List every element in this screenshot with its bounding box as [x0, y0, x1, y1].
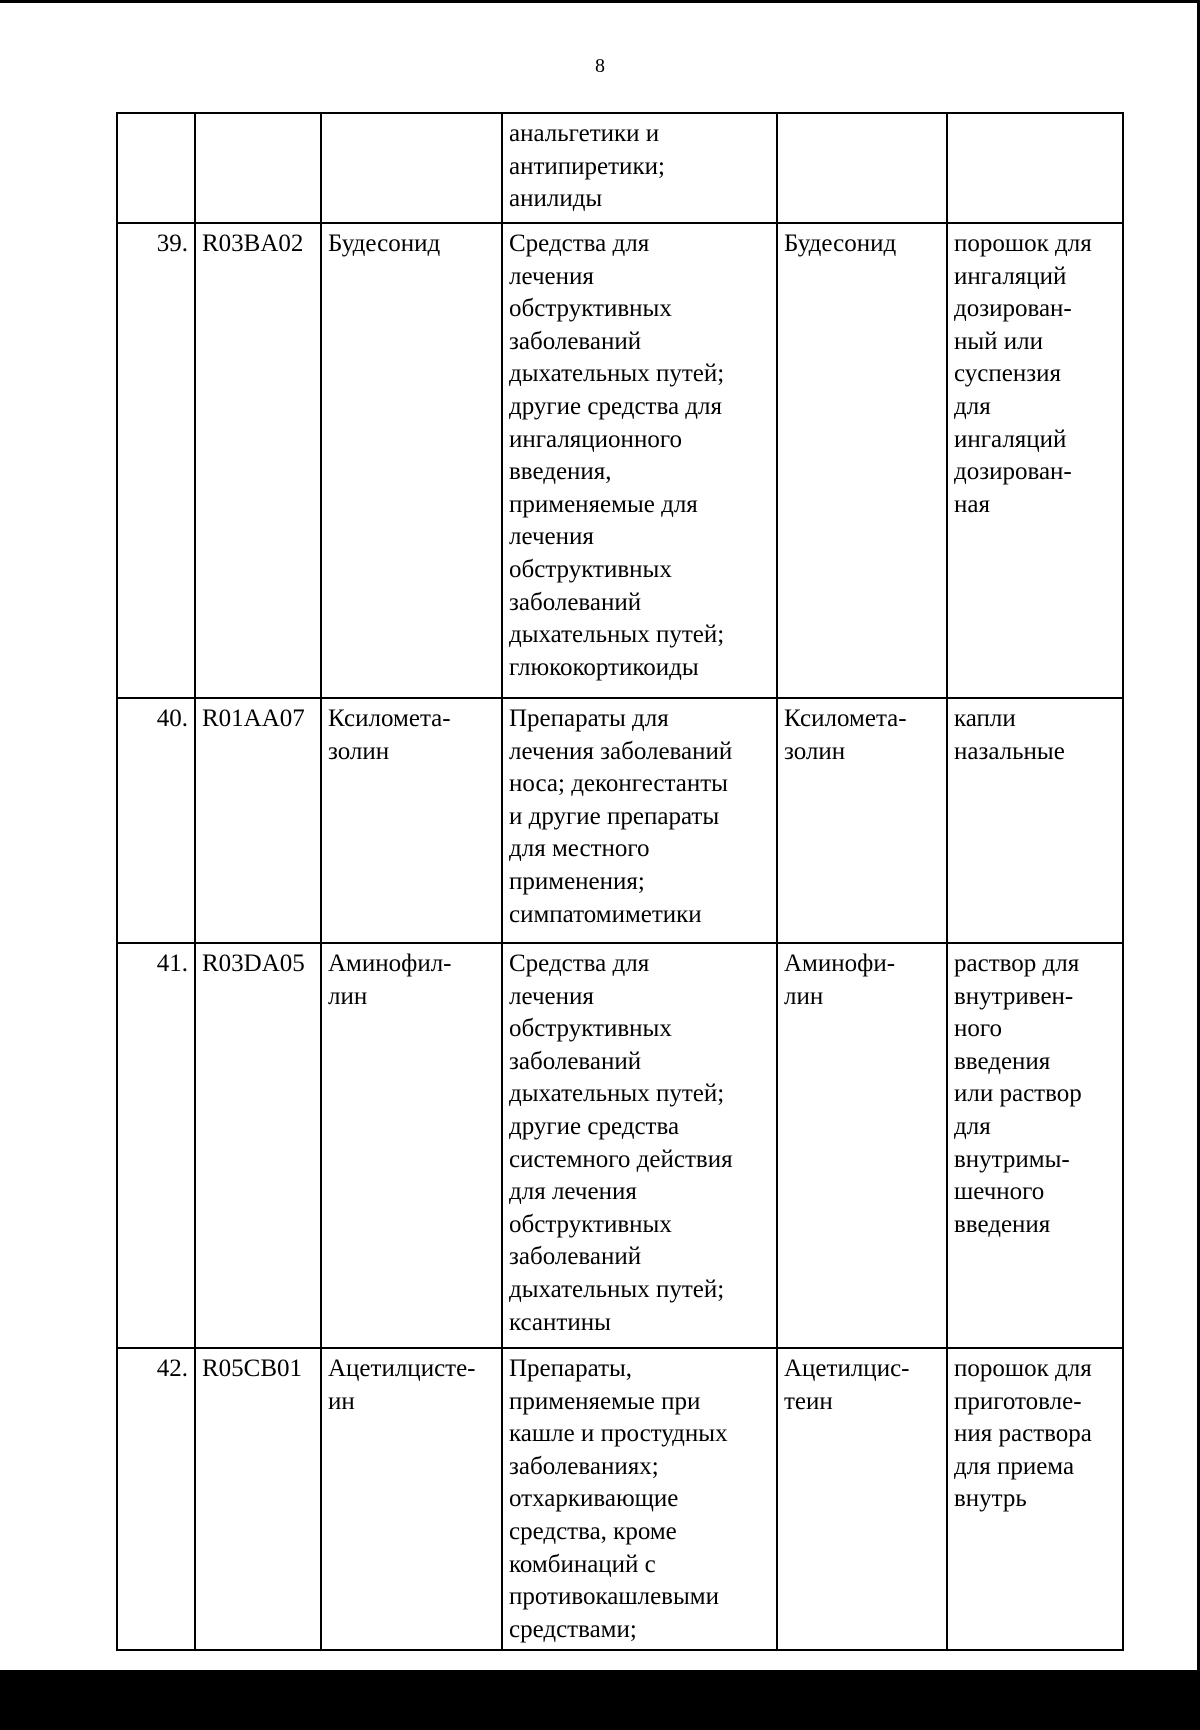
- cell-text-line: обструктивных: [509, 295, 672, 323]
- drug-name-cell: [321, 1348, 502, 1650]
- cell-text-line: ксантины: [509, 1308, 611, 1336]
- cell-text-line: глюкокортикоиды: [509, 653, 699, 681]
- cell-text-line: дозирован-: [954, 458, 1072, 486]
- cell-text-line: ингаляций: [954, 262, 1067, 290]
- dosage-form-cell: [947, 113, 1123, 223]
- cell-text-line: обструктивных: [509, 1015, 672, 1043]
- cell-text-line: для: [954, 1112, 991, 1140]
- cell-text-line: применяемые при: [509, 1387, 701, 1415]
- cell-text-line: Будесонид: [328, 230, 441, 257]
- cell-text-line: внутримы-: [954, 1145, 1070, 1173]
- cell-text-line: лечения: [509, 523, 594, 551]
- page-top-border: [0, 0, 1200, 3]
- drug-name-cell: [321, 113, 502, 223]
- cell-text-line: симпатомиметики: [509, 900, 702, 928]
- cell-text-line: Будесонид: [784, 230, 897, 257]
- dosage-form-cell: [947, 943, 1123, 1348]
- cell-text-line: Ацетилцис-: [784, 1355, 910, 1382]
- cell-text-line: противокашлевыми: [509, 1583, 719, 1611]
- row-number-cell: [117, 113, 195, 223]
- atc-code-cell: [195, 113, 321, 223]
- atc-code-cell: R05CB01: [195, 1348, 321, 1650]
- cell-text-line: кашле и простудных: [509, 1420, 728, 1448]
- cell-text-line: Препараты,: [509, 1355, 633, 1382]
- pharmacological-group-cell: [502, 943, 777, 1348]
- cell-text-line: для лечения: [509, 1178, 637, 1206]
- cell-text-line: капли: [954, 705, 1016, 732]
- inn-cell: [777, 698, 947, 943]
- cell-text-line: раствор для: [954, 950, 1080, 977]
- cell-text-line: для местного: [509, 835, 650, 863]
- cell-text-line: порошок для: [954, 1355, 1092, 1382]
- cell-text-line: Ксиломета-: [784, 705, 907, 732]
- table-row: [117, 113, 1123, 223]
- dosage-form-cell: [947, 1348, 1123, 1650]
- cell-text-line: введения: [954, 1047, 1051, 1075]
- cell-text-line: заболеваний: [509, 327, 642, 355]
- cell-text-line: приготовле-: [954, 1387, 1082, 1415]
- inn-cell: [777, 943, 947, 1348]
- cell-text-line: золин: [784, 737, 846, 765]
- cell-text-line: ингаляционного: [509, 425, 682, 453]
- cell-text-line: ная: [954, 490, 990, 518]
- drug-name-cell: [321, 223, 502, 698]
- cell-text-line: для: [954, 392, 991, 420]
- cell-text-line: другие средства: [509, 1112, 680, 1140]
- cell-text-line: дыхательных путей;: [509, 1080, 725, 1108]
- table-row: [117, 223, 1123, 698]
- cell-text-line: дыхательных путей;: [509, 1275, 725, 1303]
- table-row: [117, 1348, 1123, 1650]
- cell-text-line: лин: [328, 982, 368, 1010]
- cell-text-line: антипиретики;: [509, 152, 665, 180]
- cell-text-line: заболеваний: [509, 588, 642, 616]
- inn-cell: [777, 1348, 947, 1650]
- row-number-cell: 41.: [117, 943, 195, 1348]
- cell-text-line: ния раствора: [954, 1420, 1092, 1448]
- pharmacological-group-cell: [502, 113, 777, 223]
- drug-table: [116, 112, 1124, 1651]
- row-number-cell: 40.: [117, 698, 195, 943]
- cell-text-line: или раствор: [954, 1080, 1082, 1108]
- cell-text-line: Аминофи-: [784, 950, 896, 977]
- dosage-form-cell: [947, 698, 1123, 943]
- table-row: [117, 943, 1123, 1348]
- cell-text-line: внутрь: [954, 1485, 1027, 1513]
- cell-text-line: Аминофил-: [328, 950, 452, 977]
- cell-text-line: лин: [784, 982, 824, 1010]
- cell-text-line: золин: [328, 737, 390, 765]
- cell-text-line: дыхательных путей;: [509, 360, 725, 388]
- cell-text-line: Средства для: [509, 230, 650, 257]
- drug-name-cell: [321, 698, 502, 943]
- cell-text-line: дыхательных путей;: [509, 621, 725, 649]
- cell-text-line: обструктивных: [509, 555, 672, 583]
- cell-text-line: ного: [954, 1015, 1003, 1043]
- cell-text-line: Ацетилцисте-: [328, 1355, 476, 1382]
- atc-code-cell: R03BA02: [195, 223, 321, 698]
- cell-text-line: применения;: [509, 867, 645, 895]
- row-number-cell: 42.: [117, 1348, 195, 1650]
- cell-text-line: Препараты для: [509, 705, 669, 732]
- cell-text-line: средства, кроме: [509, 1517, 677, 1545]
- cell-text-line: лечения заболеваний: [509, 737, 733, 765]
- cell-text-line: введения: [954, 1210, 1051, 1238]
- cell-text-line: порошок для: [954, 230, 1092, 257]
- cell-text-line: комбинаций с: [509, 1550, 656, 1578]
- cell-text-line: заболеваниях;: [509, 1452, 659, 1480]
- cell-text-line: теин: [784, 1387, 833, 1415]
- cell-text-line: заболеваний: [509, 1243, 642, 1271]
- inn-cell: [777, 113, 947, 223]
- cell-text-line: ин: [328, 1387, 355, 1415]
- pharmacological-group-cell: [502, 1348, 777, 1650]
- cell-text-line: суспензия: [954, 360, 1061, 388]
- cell-text-line: и другие препараты: [509, 802, 720, 830]
- pharmacological-group-cell: [502, 698, 777, 943]
- row-number-cell: 39.: [117, 223, 195, 698]
- cell-text-line: носа; деконгестанты: [509, 770, 728, 798]
- drug-name-cell: [321, 943, 502, 1348]
- cell-text-line: шечного: [954, 1178, 1045, 1206]
- cell-text-line: внутривен-: [954, 982, 1074, 1010]
- cell-text-line: введения,: [509, 458, 612, 486]
- atc-code-cell: R03DA05: [195, 943, 321, 1348]
- cell-text-line: применяемые для: [509, 490, 698, 518]
- cell-text-line: анальгетики и: [509, 120, 660, 147]
- drug-table-body: [117, 113, 1123, 1650]
- cell-text-line: Средства для: [509, 950, 650, 977]
- cell-text-line: отхаркивающие: [509, 1485, 679, 1513]
- pharmacological-group-cell: [502, 223, 777, 698]
- cell-text-line: средствами;: [509, 1615, 637, 1643]
- cell-text-line: другие средства для: [509, 392, 722, 420]
- table-row: [117, 698, 1123, 943]
- scan-bottom-band: [0, 1670, 1200, 1730]
- cell-text-line: обструктивных: [509, 1210, 672, 1238]
- cell-text-line: ингаляций: [954, 425, 1067, 453]
- cell-text-line: назальные: [954, 737, 1065, 765]
- cell-text-line: дозирован-: [954, 295, 1072, 323]
- cell-text-line: ный или: [954, 327, 1044, 355]
- cell-text-line: лечения: [509, 982, 594, 1010]
- cell-text-line: для приема: [954, 1452, 1075, 1480]
- page-number: 8: [595, 55, 605, 77]
- cell-text-line: лечения: [509, 262, 594, 290]
- cell-text-line: заболеваний: [509, 1047, 642, 1075]
- atc-code-cell: R01AA07: [195, 698, 321, 943]
- dosage-form-cell: [947, 223, 1123, 698]
- cell-text-line: Ксиломета-: [328, 705, 451, 732]
- inn-cell: [777, 223, 947, 698]
- cell-text-line: анилиды: [509, 185, 603, 213]
- cell-text-line: системного действия: [509, 1145, 733, 1173]
